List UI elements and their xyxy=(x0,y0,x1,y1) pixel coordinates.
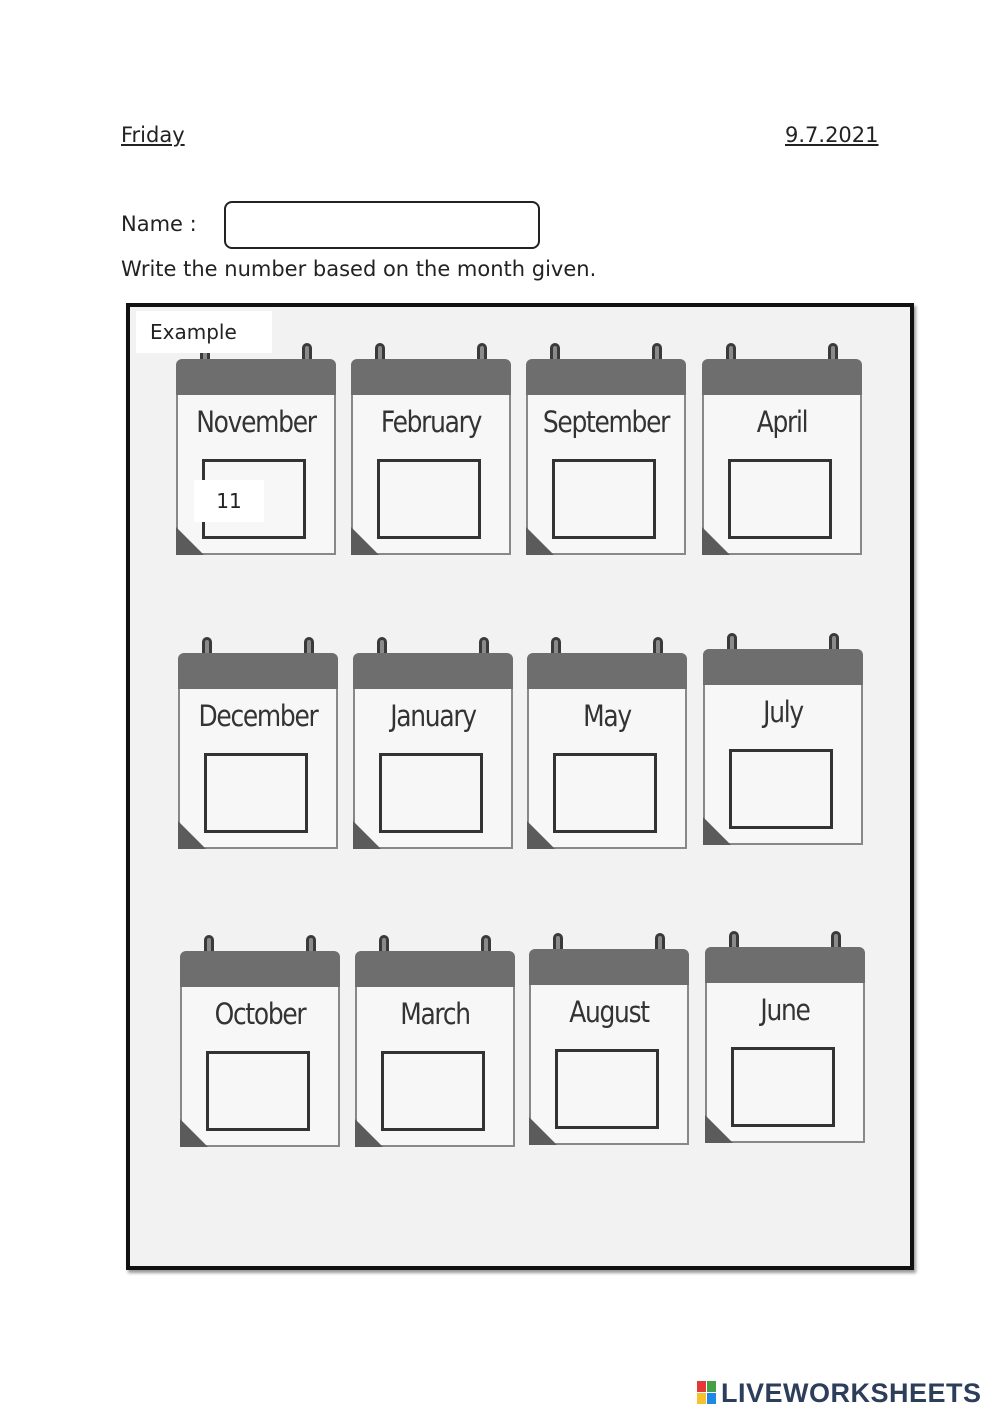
answer-box[interactable] xyxy=(731,1047,835,1127)
month-label: March xyxy=(400,997,470,1031)
calendar-card xyxy=(705,931,865,1143)
date-label: 9.7.2021 xyxy=(785,123,879,147)
month-label: April xyxy=(756,405,808,439)
day-label: Friday xyxy=(121,123,185,147)
calendar-panel xyxy=(126,303,914,1270)
month-label: January xyxy=(390,699,476,733)
brand-text: LIVEWORKSHEETS xyxy=(721,1377,982,1408)
calendar-card xyxy=(527,637,687,849)
name-input[interactable] xyxy=(224,201,540,249)
answer-box[interactable] xyxy=(204,753,308,833)
month-label: November xyxy=(196,405,316,439)
calendar-card xyxy=(529,933,689,1145)
calendar-card xyxy=(178,637,338,849)
calendar-card xyxy=(180,935,340,1147)
calendar-card xyxy=(176,343,336,555)
answer-box[interactable] xyxy=(206,1051,310,1131)
calendar-card xyxy=(353,637,513,849)
answer-box[interactable] xyxy=(552,459,656,539)
calendar-card xyxy=(526,343,686,555)
answer-box[interactable] xyxy=(553,753,657,833)
month-label: August xyxy=(569,995,649,1029)
instruction-text: Write the number based on the month given. xyxy=(121,257,597,281)
liveworksheets-logo-icon xyxy=(697,1381,717,1405)
answer-box[interactable] xyxy=(381,1051,485,1131)
month-label: June xyxy=(760,993,810,1027)
calendar-card xyxy=(703,633,863,845)
answer-box[interactable] xyxy=(379,753,483,833)
example-label: Example xyxy=(136,311,272,353)
liveworksheets-brand xyxy=(697,1376,982,1410)
answer-box[interactable] xyxy=(729,749,833,829)
calendar-card xyxy=(351,343,511,555)
month-label: September xyxy=(542,405,670,439)
answer-box[interactable] xyxy=(377,459,481,539)
calendar-card xyxy=(702,343,862,555)
month-label: October xyxy=(214,997,306,1031)
month-label: February xyxy=(380,405,482,439)
month-label: December xyxy=(198,699,318,733)
answer-box[interactable] xyxy=(728,459,832,539)
month-label: May xyxy=(583,699,631,733)
example-answer: 11 xyxy=(194,480,264,522)
name-label: Name : xyxy=(121,212,197,236)
month-label: July xyxy=(763,695,803,729)
answer-box[interactable] xyxy=(555,1049,659,1129)
calendar-card xyxy=(355,935,515,1147)
